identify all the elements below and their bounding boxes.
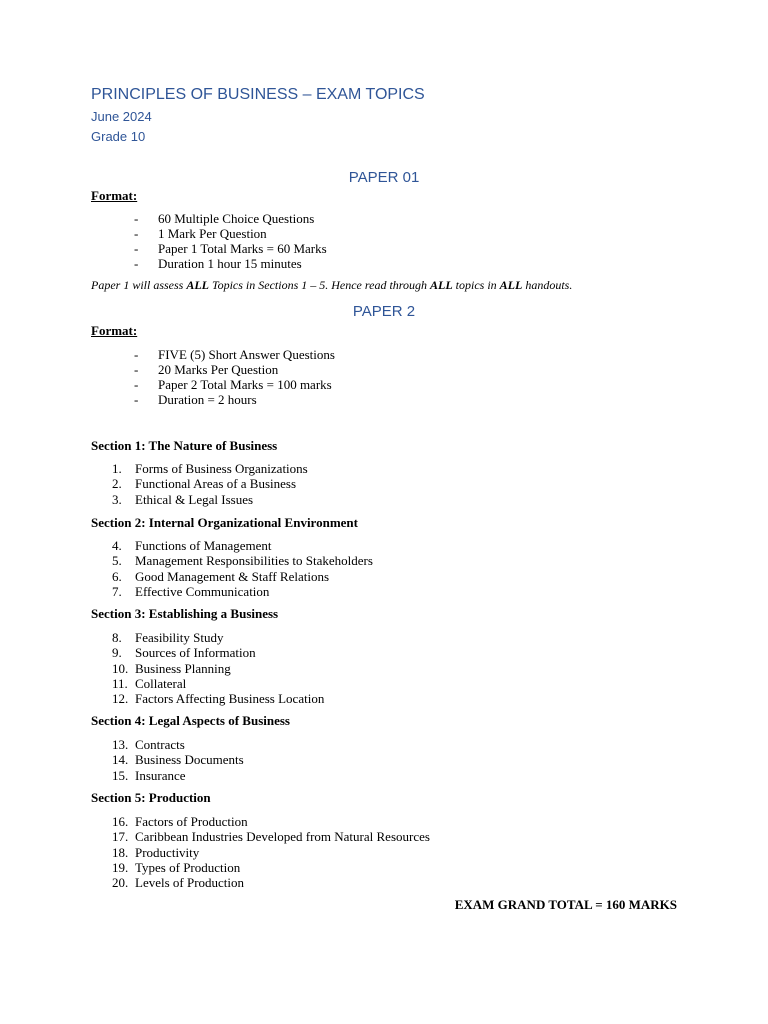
exam-grand-total: EXAM GRAND TOTAL = 160 MARKS [454, 897, 677, 912]
document-title: PRINCIPLES OF BUSINESS – EXAM TOPICS [91, 86, 425, 103]
list-item [112, 661, 324, 676]
topic-text: Good Management & Staff Relations [135, 568, 330, 584]
topic-text: Insurance [135, 767, 186, 783]
list-item [112, 737, 244, 752]
list-item [112, 814, 430, 829]
bullet-dash: - [134, 362, 139, 377]
topic-number: 13. [112, 737, 129, 752]
note-emphasis: ALL [499, 278, 523, 292]
list-item [134, 226, 327, 241]
list-item [112, 875, 430, 890]
bullet-dash: - [134, 256, 139, 271]
topic-number: 17. [112, 829, 129, 845]
section1-heading: Section 1: The Nature of Business [91, 438, 278, 453]
topic-text: Factors Affecting Business Location [135, 691, 325, 706]
list-item-text: 20 Marks Per Question [158, 362, 279, 377]
paper2-format-list [134, 347, 335, 407]
list-item [112, 645, 324, 660]
list-item [112, 584, 373, 599]
list-item-text: 60 Multiple Choice Questions [158, 211, 315, 226]
topic-number: 12. [112, 691, 129, 706]
list-item [112, 845, 430, 860]
paper2-format-label: Format: [91, 323, 138, 338]
bullet-dash: - [134, 226, 139, 241]
paper1-heading: PAPER 01 [348, 169, 420, 186]
topic-number: 18. [112, 844, 129, 860]
section5-topic-list [112, 814, 430, 890]
bullet-dash: - [134, 347, 139, 362]
section1-topic-list [112, 461, 308, 507]
topic-text: Productivity [135, 844, 200, 860]
topic-text: Feasibility Study [135, 630, 224, 645]
topic-text: Types of Production [135, 859, 241, 875]
topic-text: Levels of Production [135, 875, 245, 890]
list-item [112, 752, 244, 767]
list-item [112, 829, 430, 844]
list-item [112, 860, 430, 875]
topic-text: Functions of Management [135, 538, 272, 553]
list-item [112, 630, 324, 645]
section3-topic-list [112, 630, 324, 706]
list-item [112, 676, 324, 691]
list-item [134, 256, 327, 271]
topic-number: 9. [112, 645, 122, 661]
list-item [112, 538, 373, 553]
section4-heading: Section 4: Legal Aspects of Business [91, 713, 290, 728]
topic-text: Forms of Business Organizations [135, 461, 308, 476]
topic-text: Effective Communication [135, 583, 270, 599]
note-text: handouts. [522, 278, 573, 292]
document-grade: Grade 10 [91, 129, 146, 144]
list-item [112, 476, 308, 491]
topic-text: Business Planning [135, 660, 231, 676]
topic-number: 5. [112, 553, 122, 569]
bullet-dash: - [134, 211, 139, 226]
topic-number: 14. [112, 752, 129, 768]
topic-number: 19. [112, 859, 129, 875]
topic-text: Management Responsibilities to Stakeholders [135, 553, 373, 569]
paper1-format-list [134, 211, 327, 271]
section4-topic-list [112, 737, 244, 783]
bullet-dash: - [134, 377, 139, 392]
topic-number: 15. [112, 767, 129, 783]
list-item [112, 691, 324, 706]
topic-number: 7. [112, 583, 122, 599]
list-item-text: Paper 2 Total Marks = 100 marks [158, 377, 332, 392]
topic-text: Business Documents [135, 752, 244, 768]
topic-number: 3. [112, 491, 122, 507]
note-text: topics in [452, 278, 500, 292]
list-item [112, 492, 308, 507]
section2-topic-list [112, 538, 373, 599]
topic-number: 10. [112, 660, 129, 676]
topic-number: 11. [112, 675, 128, 691]
topic-text: Caribbean Industries Developed from Natural Resources [135, 829, 430, 845]
topic-number: 6. [112, 568, 122, 584]
topic-text: Sources of Information [135, 645, 256, 661]
list-item-text: Duration = 2 hours [158, 392, 257, 407]
list-item-text: FIVE (5) Short Answer Questions [158, 347, 335, 362]
note-text: Paper 1 will assess [91, 278, 187, 292]
bullet-dash: - [134, 241, 139, 256]
paper2-heading: PAPER 2 [352, 303, 416, 320]
topic-number: 4. [112, 538, 122, 553]
list-item-text: Duration 1 hour 15 minutes [158, 256, 302, 271]
topic-text: Functional Areas of a Business [135, 476, 297, 492]
topic-text: Factors of Production [135, 814, 248, 829]
list-item [134, 377, 335, 392]
topic-number: 2. [112, 476, 122, 492]
list-item-text: Paper 1 Total Marks = 60 Marks [158, 241, 327, 256]
list-item [134, 347, 335, 362]
topic-number: 8. [112, 630, 122, 645]
note-text: Topics in Sections 1 – 5. Hence read through [209, 278, 430, 292]
topic-text: Contracts [135, 737, 185, 752]
list-item [134, 392, 335, 407]
list-item [112, 768, 244, 783]
topic-text: Ethical & Legal Issues [135, 491, 254, 507]
paper1-format-label: Format: [91, 188, 138, 203]
document-date: June 2024 [91, 109, 152, 124]
topic-number: 20. [112, 875, 129, 890]
list-item [134, 362, 335, 377]
list-item-text: 1 Mark Per Question [158, 226, 267, 241]
section5-heading: Section 5: Production [91, 790, 211, 805]
topic-number: 16. [112, 814, 129, 829]
bullet-dash: - [134, 392, 139, 407]
topic-text: Collateral [135, 675, 187, 691]
list-item [112, 569, 373, 584]
note-emphasis: ALL [186, 278, 210, 292]
note-emphasis: ALL [430, 278, 453, 292]
list-item [134, 241, 327, 256]
list-item [134, 211, 327, 226]
list-item [112, 553, 373, 568]
list-item [112, 461, 308, 476]
paper1-note [91, 278, 572, 293]
section3-heading: Section 3: Establishing a Business [91, 606, 279, 621]
topic-number: 1. [112, 461, 122, 476]
section2-heading: Section 2: Internal Organizational Environment [91, 515, 358, 530]
